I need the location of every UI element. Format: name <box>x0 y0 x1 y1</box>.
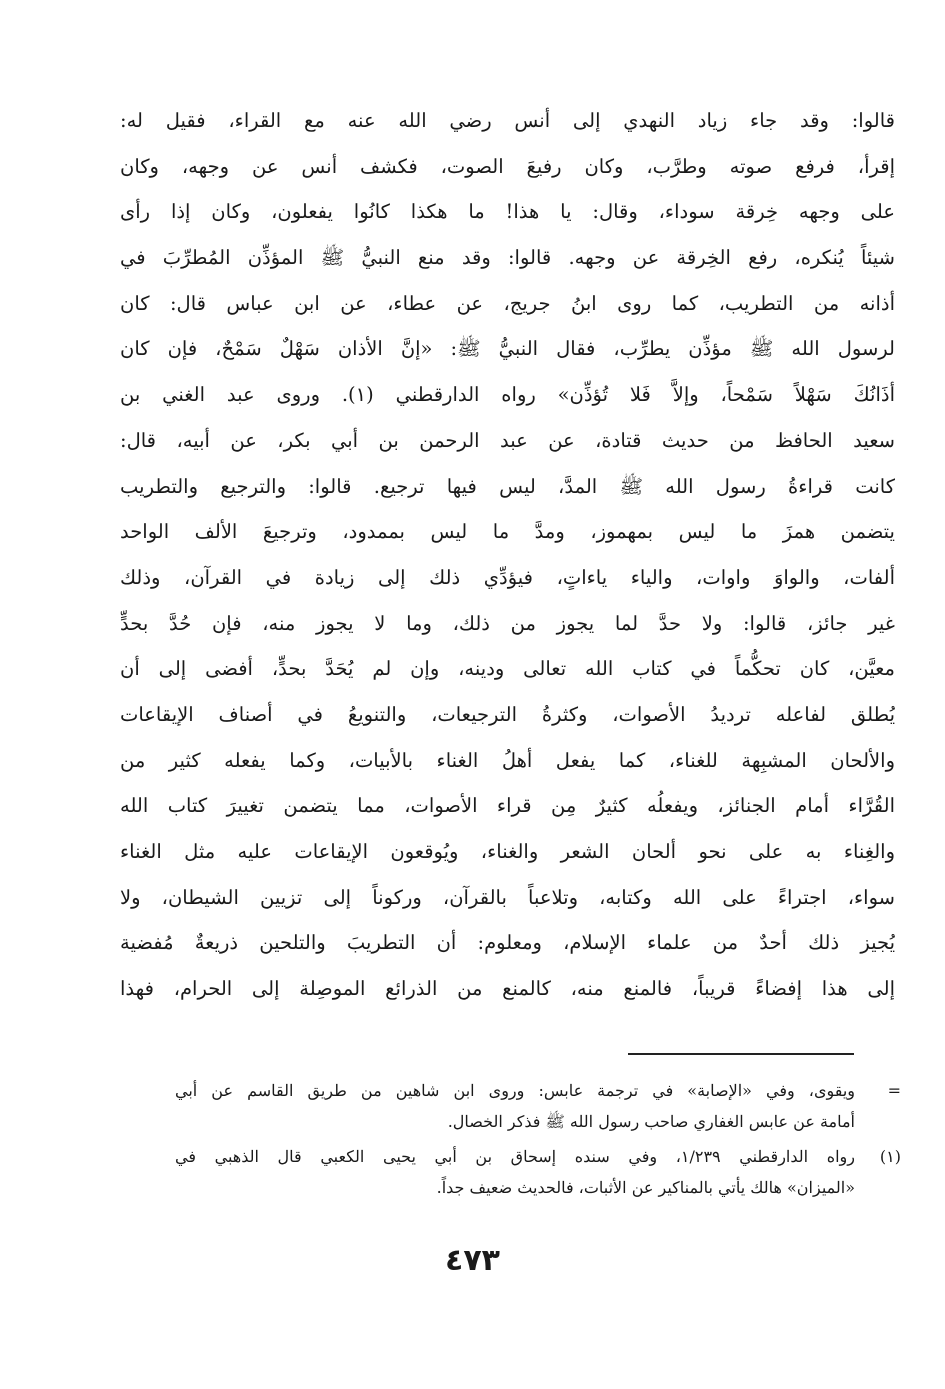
footnote-line: أمامة عن عابس الغفاري صاحب رسول الله ﷺ فذكر الخصال. <box>447 1112 855 1131</box>
text-line: لرسول الله ﷺ مؤذِّن يطرِّب، فقال النبيُّ ﷺ: «إنَّ الأذان سَهْلٌ سَمْحٌ، فإن كان <box>120 337 895 361</box>
text-line: سعيد الحافظ من حديث قتادة، عن عبد الرحمن بن أبي بكر، عن أبيه، قال: <box>120 428 895 452</box>
text-line: والألحان المشبِهة للغناء، كما يفعل أهلُ الغناء بالأبيات، وكما يفعله كثير من <box>120 748 895 772</box>
text-line: غير جائز، قالوا: ولا حدَّ لما يجوز من ذلك، وما لا يجوز منه، فإن حُدَّ بحدٍّ <box>120 611 895 635</box>
text-line: إقرأ، فرفع صوته وطرَّب، وكان رفيعَ الصوت، فكشف أنس عن وجهه، وكان <box>120 154 895 178</box>
text-line: معيَّن، كان تحكُّماً في كتاب الله تعالى ودينه، وإن لم يُحَدَّ بحدٍّ، أفضى إلى أن <box>120 657 895 681</box>
text-line: كانت قراءةُ رسول الله ﷺ المدَّ، ليس فيها ترجيع. قالوا: والترجيع والتطريب <box>120 474 895 498</box>
footnote-separator <box>628 1053 854 1055</box>
footnote-marker: (١) <box>879 1147 901 1166</box>
text-line: يتضمن همزَ ما ليس بمهموز، ومدَّ ما ليس بممدود، وترجيعَ الألف الواحد <box>120 520 895 544</box>
text-line: يُجيز ذلك أحدٌ من علماء الإسلام، ومعلوم: أن التطريبَ والتلحين ذريعةٌ مُفضية <box>120 931 895 955</box>
text-line: على وجهه خِرقة سوداء، وقال: يا هذا! ما هكذا كانُوا يفعلون، وكان إذا رأى <box>120 200 895 224</box>
main-text-block <box>120 98 895 1012</box>
text-line: والغِناء به على نحو ألحان الشعر والغناء، ويُوقعون الإيقاعات عليه مثل الغناء <box>120 840 895 863</box>
text-line: شيئاً يُنكره، رفع الخِرقة عن وجهه. قالوا: وقد منع النبيُّ ﷺ المؤذِّن المُطرِّبَ في <box>120 246 895 270</box>
text-line: إلى هذا إفضاءً قريباً، فالمنع منه، كالمنع من الذرائع الموصِلة إلى الحرام، فهذا <box>120 977 895 1001</box>
page-number: ٤٧٣ <box>445 1243 500 1278</box>
footnote-line: ويقوى، وفي «الإصابة» في ترجمة عابس: وروى ابن شاهين من طريق القاسم عن أبي <box>175 1081 855 1100</box>
text-line: ألفات، والواوَ واوات، والياء ياءاتٍ، فيؤدِّي ذلك إلى زيادة في القرآن، وذلك <box>120 565 895 589</box>
footnote-line: «الميزان» هالك يأتي بالمناكير عن الأثبات، فالحديث ضعيف جداً. <box>436 1178 855 1197</box>
footnotes <box>175 1075 901 1207</box>
footnote-marker: = <box>887 1081 901 1100</box>
text-line: قالوا: وقد جاء زياد النهدي إلى أنس رضي الله عنه مع القراء، فقيل له: <box>120 109 895 132</box>
footnote-1 <box>175 1141 901 1203</box>
text-line: القُرَّاء أمام الجنائز، ويفعلُه كثيرٌ مِن قراء الأصوات، مما يتضمن تغييرَ كتاب الله <box>120 794 895 818</box>
text-line: سواء، اجتراءً على الله وكتابه، وتلاعباً بالقرآن، وركوناً إلى تزيين الشيطان، ولا <box>120 885 895 909</box>
text-line: أذانه من التطريب، كما روى ابنُ جريج، عن عطاء، عن ابن عباس قال: كان <box>120 291 895 315</box>
footnote-line: رواه الدارقطني ١/٢٣٩، وفي سنده إسحاق بن أبي يحيى الكعبي قال الذهبي في <box>175 1147 855 1166</box>
text-line: أذَانُكَ سَهْلاً سَمْحاً، وإلاَّ فَلا تُؤذِّن» رواه الدارقطني (١). وروى عبد الغني بن <box>120 383 895 407</box>
text-line: يُطلق لفاعله ترديدُ الأصوات، وكثرةُ الترجيعات، والتنويعُ في أصناف الإيقاعات <box>120 702 895 726</box>
footnote-continuation <box>175 1075 901 1137</box>
